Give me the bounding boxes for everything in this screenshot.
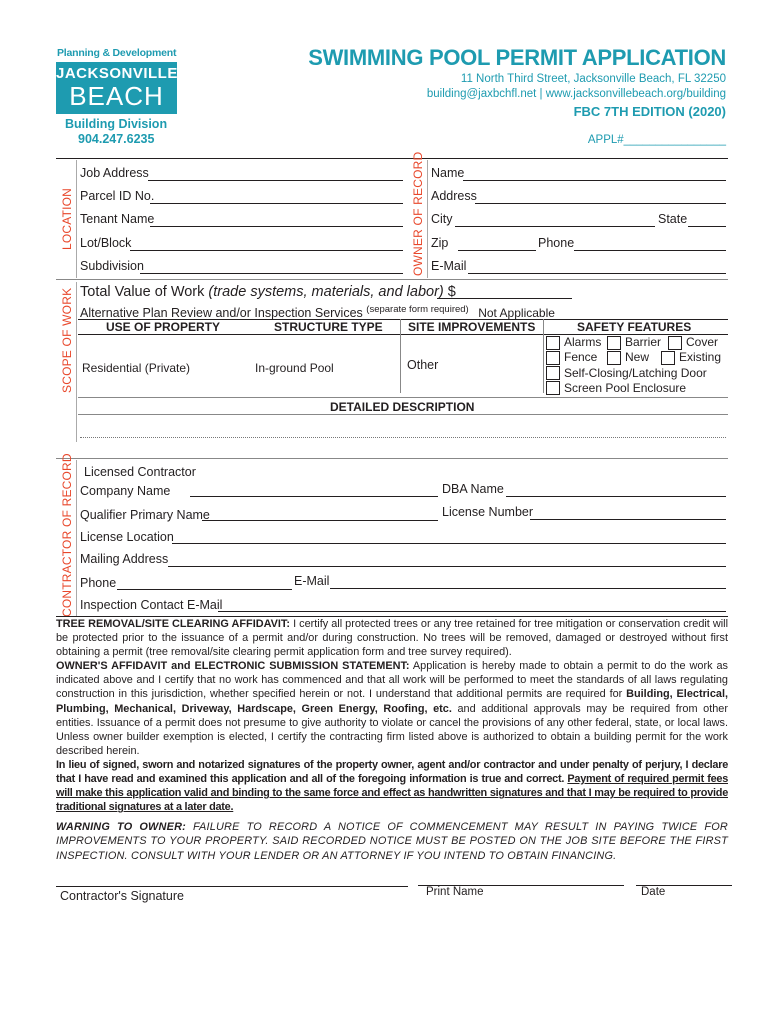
company-name-field[interactable] bbox=[190, 496, 438, 497]
owner-phone-label: Phone bbox=[538, 236, 575, 250]
screen-enclosure-label: Screen Pool Enclosure bbox=[564, 381, 687, 395]
col-divider-site bbox=[400, 319, 401, 393]
oath-statement bbox=[56, 758, 728, 814]
owner-name-field[interactable] bbox=[463, 180, 726, 181]
warning-text: FAILURE TO RECORD A NOTICE OF COMMENCEMENT MAY RESULT IN PAYING TWICE FOR IMPROVEMENTS TO YOUR PROPERTY. SAID RECORDED NOTICE MUST BE POSTED ON THE JOB SITE BEFORE THE FIRST INSPECTION. CONSULT WITH YOUR LENDER OR AN ATTORNEY IF YOU INTEND TO OBTAIN FINANCING. bbox=[56, 821, 729, 862]
col-structure-header: STRUCTURE TYPE bbox=[274, 320, 383, 334]
alt-plan-row bbox=[80, 304, 555, 320]
existing-label: Existing bbox=[679, 350, 722, 364]
new-label: New bbox=[625, 350, 650, 364]
barrier-checkbox[interactable] bbox=[607, 336, 621, 350]
self-closing-label: Self-Closing/Latching Door bbox=[564, 366, 707, 380]
inspection-email-field[interactable] bbox=[218, 611, 726, 612]
edition-label: FBC 7TH EDITION (2020) bbox=[573, 104, 726, 119]
total-value-italic: (trade systems, materials, and labor) bbox=[208, 284, 444, 300]
structure-type-value[interactable]: In-ground Pool bbox=[255, 361, 334, 375]
barrier-label: Barrier bbox=[625, 335, 662, 349]
license-location-label: License Location bbox=[80, 530, 174, 544]
screen-enclosure-checkbox[interactable] bbox=[546, 381, 560, 395]
contractor-signature-label: Contractor's Signature bbox=[60, 889, 184, 903]
license-location-field[interactable] bbox=[172, 543, 726, 544]
contractor-email-label: E-Mail bbox=[294, 574, 330, 588]
tree-affidavit bbox=[56, 617, 728, 659]
description-line-1[interactable] bbox=[80, 437, 726, 438]
tenant-name-label: Tenant Name bbox=[80, 212, 155, 226]
description-header-rule bbox=[78, 414, 728, 415]
alarms-label: Alarms bbox=[564, 335, 602, 349]
owner-state-label: State bbox=[658, 212, 688, 226]
owner-name-label: Name bbox=[431, 166, 465, 180]
use-of-property-value[interactable]: Residential (Private) bbox=[82, 361, 191, 375]
alarms-checkbox[interactable] bbox=[546, 336, 560, 350]
detailed-description-header: DETAILED DESCRIPTION bbox=[330, 400, 475, 414]
dba-name-label: DBA Name bbox=[442, 482, 504, 496]
subdivision-label: Subdivision bbox=[80, 259, 144, 273]
division-phone: 904.247.6235 bbox=[78, 132, 155, 146]
fence-checkbox[interactable] bbox=[546, 351, 560, 365]
alt-plan-label: Alternative Plan Review and/or Inspection Services bbox=[80, 306, 363, 321]
owner-affidavit bbox=[56, 659, 728, 758]
license-number-field[interactable] bbox=[530, 519, 726, 520]
tenant-name-field[interactable] bbox=[150, 226, 403, 227]
new-checkbox[interactable] bbox=[607, 351, 621, 365]
job-address-label: Job Address bbox=[80, 166, 149, 180]
header-contact: building@jaxbchfl.net | www.jacksonvillebeach.org/building bbox=[426, 88, 726, 100]
existing-checkbox[interactable] bbox=[661, 351, 675, 365]
owner-city-field[interactable] bbox=[455, 226, 655, 227]
licensed-contractor-label: Licensed Contractor bbox=[84, 465, 196, 479]
planning-label: Planning & Development bbox=[57, 47, 177, 59]
lot-block-field[interactable] bbox=[130, 250, 403, 251]
owner-affidavit-permits: Building, Electrical, Plumbing, Mechanical, Driveway, Hardscape, Green Energy, Roofing, etc. bbox=[56, 688, 728, 715]
owner-address-label: Address bbox=[431, 189, 477, 203]
inspection-email-label: Inspection Contact E-Mail bbox=[80, 598, 223, 612]
tree-affidavit-heading: TREE REMOVAL/SITE CLEARING AFFIDAVIT: bbox=[56, 618, 291, 630]
col-site-header: SITE IMPROVEMENTS bbox=[408, 320, 536, 334]
fence-label: Fence bbox=[564, 350, 598, 364]
license-number-label: License Number bbox=[442, 505, 534, 519]
tree-affidavit-text: I certify all protected trees or any tree retained for tree mitigation or conservation credit will be protected prior to the issuance of a permit and/or during construction. No trees will be removed, damaged or destroyed without first obtaining a permit (tree removal/site clearing permit application form and tree survey required). bbox=[56, 618, 728, 659]
qualifier-name-label: Qualifier Primary Name bbox=[80, 508, 210, 522]
col-use-header: USE OF PROPERTY bbox=[106, 320, 221, 334]
page-title: SWIMMING POOL PERMIT APPLICATION bbox=[308, 45, 726, 70]
total-value-suffix: $ bbox=[443, 284, 456, 300]
oath-statement-underline: Payment of required permit fees will make this application valid and binding to the same force and effect as handwritten signatures and that I may be required to provide traditional signatures at a later date. bbox=[56, 773, 728, 814]
subdivision-field[interactable] bbox=[140, 273, 403, 274]
owner-state-field[interactable] bbox=[688, 226, 726, 227]
warning-to-owner bbox=[56, 820, 728, 862]
job-address-field[interactable] bbox=[148, 180, 403, 181]
cover-label: Cover bbox=[686, 335, 719, 349]
lot-block-label: Lot/Block bbox=[80, 236, 132, 250]
cover-checkbox[interactable] bbox=[668, 336, 682, 350]
owner-address-field[interactable] bbox=[475, 203, 726, 204]
owner-divider bbox=[427, 160, 428, 278]
division-label: Building Division bbox=[65, 117, 168, 131]
logo-top-text: JACKSONVILLE bbox=[56, 65, 178, 82]
owner-section-label: OWNER OF RECORD bbox=[411, 151, 425, 276]
qualifier-name-field[interactable] bbox=[202, 520, 438, 521]
legal-text bbox=[56, 617, 728, 863]
logo-bottom-text: BEACH bbox=[69, 81, 164, 111]
total-value-field[interactable] bbox=[437, 298, 572, 299]
contractor-signature-field[interactable] bbox=[56, 886, 408, 887]
owner-affidavit-text-1: Application is hereby made to obtain a permit to do the work as indicated above and I certify that no work has commenced and that all work will be performed to meet the standards of all laws regulating construction in this jurisdiction, whether specified herein or not. I understand that additional permits are required for bbox=[56, 660, 728, 701]
logo bbox=[56, 62, 177, 114]
dba-name-field[interactable] bbox=[506, 496, 726, 497]
oath-statement-bold: In lieu of signed, sworn and notarized signatures of the property owner, agent and/or contractor and under penalty of perjury, I declare that I have read and examined this application and all of the foregoing information is true and correct. bbox=[56, 758, 728, 786]
col-safety-header: SAFETY FEATURES bbox=[577, 320, 692, 334]
owner-phone-field[interactable] bbox=[574, 250, 726, 251]
header-address: 11 North Third Street, Jacksonville Beach, FL 32250 bbox=[460, 73, 726, 85]
appl-number[interactable]: APPL#________________ bbox=[587, 134, 726, 146]
scope-bottom-rule bbox=[56, 458, 728, 459]
total-value-label bbox=[80, 284, 456, 300]
contractor-phone-label: Phone bbox=[80, 576, 117, 590]
owner-zip-field[interactable] bbox=[458, 250, 536, 251]
location-bottom-rule bbox=[56, 279, 728, 280]
contractor-divider bbox=[76, 460, 77, 616]
location-section-label: LOCATION bbox=[60, 187, 74, 250]
owner-affidavit-heading: OWNER'S AFFIDAVIT and ELECTRONIC SUBMISSION STATEMENT: bbox=[56, 660, 410, 673]
alt-plan-note: (separate form required) bbox=[366, 304, 469, 315]
description-top-rule bbox=[78, 397, 728, 398]
scope-section-label: SCOPE OF WORK bbox=[60, 287, 74, 393]
mailing-address-label: Mailing Address bbox=[80, 552, 169, 566]
scope-divider bbox=[76, 282, 77, 442]
col-divider-safety bbox=[543, 319, 544, 393]
location-divider bbox=[76, 160, 77, 278]
owner-zip-label: Zip bbox=[431, 236, 449, 250]
owner-affidavit-text-2: and additional approvals may be required from other entities. Issuance of a permit does not presume to give authority to violate or cancel the provisions of any other federal, state, or local laws. Unless owner builder exemption is elected, I certify the contracting firm listed above is authorized to obtain a building permit for the work described herein. bbox=[56, 702, 728, 757]
site-improvements-value[interactable]: Other bbox=[407, 358, 439, 372]
contractor-email-field[interactable] bbox=[330, 588, 726, 589]
owner-city-label: City bbox=[431, 212, 453, 226]
parcel-id-field[interactable] bbox=[150, 203, 403, 204]
print-name-label: Print Name bbox=[426, 886, 484, 898]
contractor-phone-field[interactable] bbox=[117, 589, 292, 590]
parcel-id-label: Parcel ID No. bbox=[80, 189, 155, 203]
mailing-address-field[interactable] bbox=[168, 566, 726, 567]
date-label: Date bbox=[641, 886, 666, 898]
company-name-label: Company Name bbox=[80, 484, 171, 498]
total-value-prefix: Total Value of Work bbox=[80, 284, 209, 300]
owner-email-label: E-Mail bbox=[431, 259, 467, 273]
self-closing-checkbox[interactable] bbox=[546, 366, 560, 380]
alt-plan-value[interactable]: Not Applicable bbox=[478, 306, 555, 321]
contractor-section-label: CONTRACTOR OF RECORD bbox=[60, 453, 74, 617]
owner-email-field[interactable] bbox=[468, 273, 726, 274]
warning-heading: WARNING TO OWNER: bbox=[56, 821, 186, 834]
top-rule bbox=[56, 158, 728, 159]
